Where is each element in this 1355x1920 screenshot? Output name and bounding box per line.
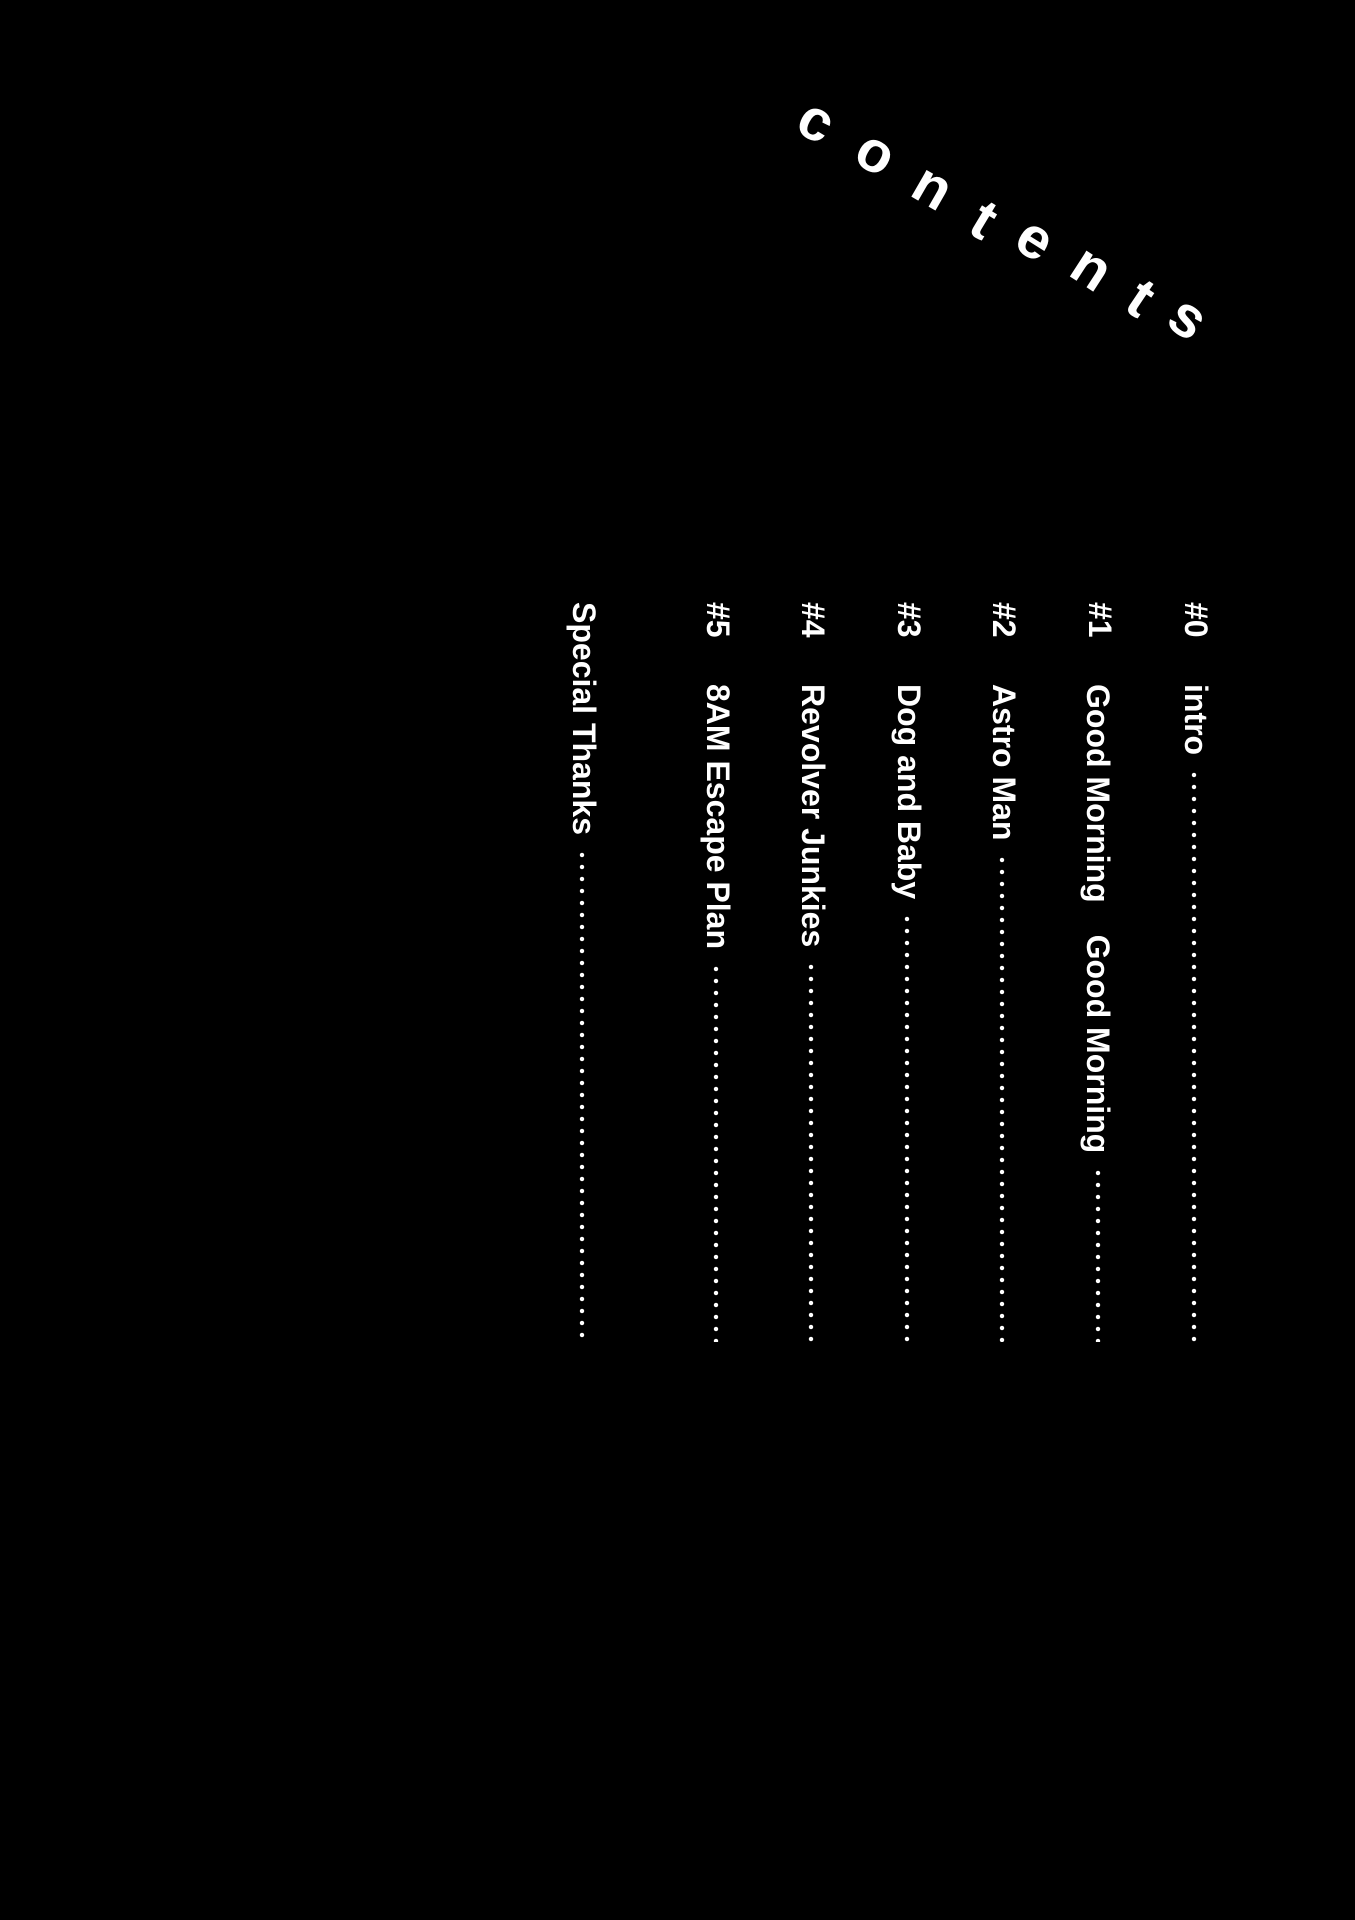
toc-number: #5 bbox=[700, 602, 737, 638]
heading-letter: e bbox=[1004, 202, 1067, 275]
toc-title: Special Thanks bbox=[566, 602, 603, 835]
heading-letter: o bbox=[844, 115, 908, 190]
heading-letter: n bbox=[1059, 230, 1125, 305]
toc-entry-3 bbox=[887, 602, 931, 1342]
dot-leader bbox=[1095, 1167, 1101, 1342]
toc-entry-4 bbox=[791, 602, 835, 1342]
dot-leader bbox=[1191, 769, 1197, 1342]
toc-title: intro bbox=[1178, 684, 1215, 756]
toc-number: #1 bbox=[1082, 602, 1119, 638]
heading-letter: c bbox=[786, 84, 846, 157]
toc-entry-1 bbox=[1078, 602, 1122, 1342]
toc-title: Revolver Junkies bbox=[795, 684, 832, 948]
toc-entry-2 bbox=[982, 602, 1026, 1342]
dot-leader bbox=[579, 849, 585, 1342]
toc-title: Astro Man bbox=[986, 684, 1023, 841]
heading-letter: n bbox=[901, 149, 965, 224]
dot-leader bbox=[713, 963, 719, 1342]
dot-leader bbox=[999, 854, 1005, 1342]
toc-number: #4 bbox=[795, 602, 832, 638]
dot-leader bbox=[904, 913, 910, 1342]
toc-entry-0 bbox=[1174, 602, 1218, 1342]
toc-title: 8AM Escape Plan bbox=[700, 684, 737, 949]
heading-letter: s bbox=[1156, 281, 1221, 354]
toc-number: #2 bbox=[986, 602, 1023, 638]
toc-number: #3 bbox=[891, 602, 928, 638]
toc-entry-special-thanks bbox=[562, 602, 606, 1342]
toc-title: Good Morning Good Morning bbox=[1080, 684, 1116, 1154]
toc-entry-5 bbox=[696, 602, 740, 1342]
dot-leader bbox=[808, 961, 814, 1342]
toc-title: Dog and Baby bbox=[891, 684, 928, 900]
toc-number: #0 bbox=[1178, 602, 1215, 638]
heading-letter: t bbox=[1114, 265, 1168, 330]
heading-letter: t bbox=[958, 186, 1009, 253]
